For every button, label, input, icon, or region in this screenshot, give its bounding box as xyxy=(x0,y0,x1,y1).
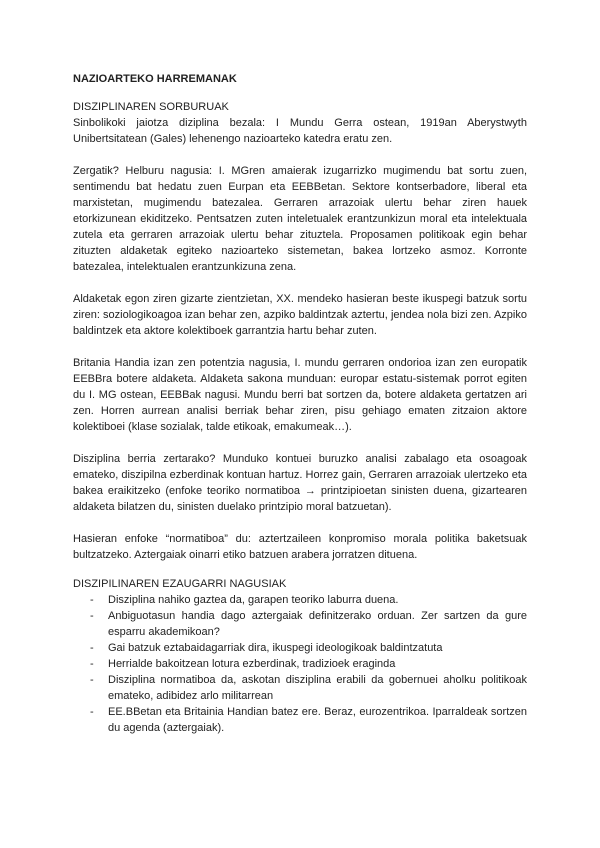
paragraph-new-discipline-purpose: Disziplina berria zertarako? Munduko kontuei buruzko analisi zabalago eta osoagoak emateko, diszipilna ezberdinak kontuan hartuz. Horrez gain, Gerraren arrazoiak ulertzeko eta bakea eraikitzeko (enfoke teoriko normatiboa → printzipioetan sinisten duena, gizartearen aldaketa bilatzen du, sinisten duelako printzipio moral batzuetan). xyxy=(73,453,527,513)
document-title: NAZIOARTEKO HARREMANAK xyxy=(73,73,237,85)
list-item-text: Herrialde bakoitzean lotura ezberdinak, tradizioek eraginda xyxy=(108,658,396,670)
list-item xyxy=(73,656,527,672)
list-item-text: Disziplina nahiko gaztea da, garapen teoriko laburra duena. xyxy=(108,594,399,606)
characteristics-list xyxy=(73,592,527,736)
paragraph-normative-approach: Hasieran enfoke “normatiboa” du: aztertzaileen konpromiso morala politika baketsuak bultzatzeko. Aztergaiak oinarri etiko batzuen arabera jorratzen dituena. xyxy=(73,533,527,561)
paragraph-why: Zergatik? Helburu nagusia: I. MGren amaierak izugarrizko mugimendu bat sortu zuen, sentimendu bat hedatu zuen Eurpan eta EEBBetan. Sektore kontserbadore, liberal eta marxistetan, mugimendu batezalea. Gerraren arrazoiak ulertu behar ziren hauek etorkizunean ekiditzeko. Pentsatzen zuten inteletualek erantzunkizun moral eta intelektuala zutela eta gerraren arrazoiak ulertu behar zituztela. Proposamen politikoak egin behar zituzten aldaketak egiteko nazioarteko sistemetan, bakea lortzeko asmoz. Korronte batezalea, intelektualen erantzunkizuna zena. xyxy=(73,165,527,273)
section-heading-characteristics: DISZIPILINAREN EZAUGARRI NAGUSIAK xyxy=(73,578,287,590)
list-item xyxy=(73,672,527,704)
list-item xyxy=(73,592,527,608)
list-item xyxy=(73,704,527,736)
list-item-text: EE.BBetan eta Britainia Handian batez ere. Beraz, eurozentrikoa. Iparraldeak sortzen du agenda (aztergaiak). xyxy=(108,706,527,734)
bullet-dash: - xyxy=(90,706,94,718)
bullet-dash: - xyxy=(90,610,94,622)
list-item-text: Gai batzuk eztabaidagarriak dira, ikuspegi ideologikoak baldintzatuta xyxy=(108,642,443,654)
bullet-dash: - xyxy=(90,642,94,654)
list-item-text: Disziplina normatiboa da, askotan disziplina erabili da gobernuei aholku politikoak emateko, adibidez arlo militarrean xyxy=(108,674,527,702)
paragraph-origins-intro: Sinbolikoki jaiotza diziplina bezala: I Mundu Gerra ostean, 1919an Aberystwyth Unibertsitatean (Gales) lehenengo nazioarteko katedra eratu zen. xyxy=(73,117,527,145)
bullet-dash: - xyxy=(90,594,94,606)
section-heading-origins: DISZIPLINAREN SORBURUAK xyxy=(73,101,229,113)
paragraph-power-shift: Britania Handia izan zen potentzia nagusia, I. mundu gerraren ondorioa izan zen europatik EEBBra botere aldaketa. Aldaketa sakona munduan: europar estatu-sistemak porrot egiten du I. MG ostean, EEBBak nagusi. Mundu berri bat sortzen da, botere aldaketa gertatzen ari zen. Horren aurrean analisi berriak behar ziren, pisu gehiago ematen zitzaion aktore kolektiboei (klase sozialak, talde etikoak, emakumeak…). xyxy=(73,357,527,433)
list-item xyxy=(73,608,527,640)
list-item-text: Anbiguotasun handia dago aztergaiak definitzerako orduan. Zer sartzen da gure esparru akademikoan? xyxy=(108,610,527,638)
paragraph-social-sciences: Aldaketak egon ziren gizarte zientzietan, XX. mendeko hasieran beste ikuspegi batzuk sortu ziren: soziologikoagoa izan behar zen, azpiko baldintzak aztertu, jendea nola bizi zen. Azpiko baldintzek eta aktore kolektiboek garrantzia hartu behar zuten. xyxy=(73,293,527,337)
bullet-dash: - xyxy=(90,674,94,686)
list-item xyxy=(73,640,527,656)
bullet-dash: - xyxy=(90,658,94,670)
